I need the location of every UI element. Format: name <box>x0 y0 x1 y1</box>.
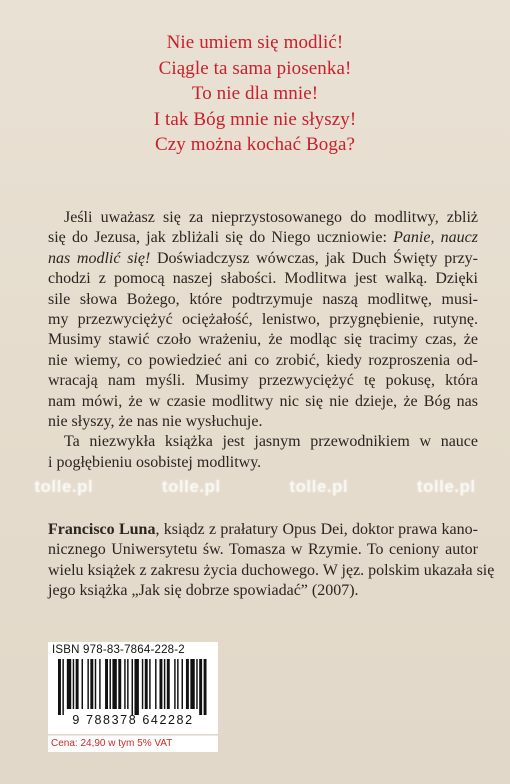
quote-line: To nie dla mnie! <box>191 83 319 104</box>
barcode-bar <box>76 659 79 709</box>
price-label: Cena: 24,90 w tym 5% VAT <box>48 735 218 752</box>
description <box>48 208 478 473</box>
description-line: chodzi z pomocą naszej słabości. Modlitwa jest walką. Dzięki <box>48 270 478 288</box>
barcode-bar <box>149 659 150 709</box>
barcode-bar <box>105 659 108 709</box>
description-line: sile słowa Bożego, które podtrzymuje naszą modlitwę, musi- <box>48 290 478 308</box>
barcode-bar <box>118 659 121 709</box>
author-line: nicznego Uniwersytetu św. Tomasza w Rzymie. To ceniony autor <box>48 541 478 559</box>
description-text: Doświadczysz wówczas, jak Duch Święty przy- <box>150 249 478 267</box>
barcode-bar <box>95 659 96 709</box>
barcode-bar <box>182 659 183 709</box>
author-line <box>48 520 478 540</box>
barcode-bar <box>112 659 116 709</box>
watermark-text: tolle.pl <box>161 477 221 496</box>
barcode-bar <box>155 659 156 709</box>
quote-line: Czy można kochać Boga? <box>154 134 356 155</box>
barcode-bar <box>58 659 61 715</box>
barcode-bar <box>67 659 71 709</box>
barcode-bar <box>99 659 100 709</box>
description-line: Ta niezwykła książka jest jasnym przewodnikiem w nauce <box>64 433 478 451</box>
barcode-bar <box>204 659 207 715</box>
barcode-bar <box>177 659 178 709</box>
quote-block <box>0 30 510 158</box>
description-italic: nas modlić się! <box>48 249 151 267</box>
barcode-bar <box>73 659 74 709</box>
watermark-text: tolle.pl <box>289 477 349 496</box>
barcode-digits: 9 788378 642282 <box>72 713 194 727</box>
barcode-bar <box>87 659 88 709</box>
barcode-bar <box>132 659 133 715</box>
barcode-bar <box>142 659 143 709</box>
barcode-bar <box>196 659 197 709</box>
barcode-bar <box>134 659 138 715</box>
description-line: my przezwyciężyć ociężałość, lenistwo, przygnębienie, rutynę. <box>48 311 478 329</box>
barcode-bar <box>174 659 175 709</box>
barcode-bar <box>124 659 125 709</box>
barcode-bar <box>109 659 110 709</box>
barcode-bar <box>127 659 128 709</box>
description-line: i pogłębieniu osobistej modlitwy. <box>48 453 262 471</box>
barcode-bar <box>62 659 63 715</box>
barcode-bar <box>82 659 83 709</box>
description-text: się do Jezusa, jak zbliżali się do Niego uczniowie: <box>48 229 394 247</box>
description-line: nam mówi, że w czasie modlitwy nic się nie dzieje, że Bóg nas <box>48 392 478 410</box>
author-line: jego książka „Jak się dobrze spowiadać” (2007). <box>48 582 359 600</box>
barcode-bar <box>159 659 162 709</box>
barcode-bar <box>90 659 93 709</box>
author-name: Francisco Luna <box>48 521 156 538</box>
watermark-text: tolle.pl <box>34 477 94 496</box>
barcode-icon <box>58 659 208 715</box>
quote-line: Nie umiem się modlić! <box>166 32 344 53</box>
barcode-bar <box>199 659 202 715</box>
description-line <box>48 228 478 248</box>
description-line: wracają nam myśli. Musimy przezwyciężyć tę pokusę, która <box>48 372 478 390</box>
description-line: nie wiemy, co powiedzieć ani co zrobić, kiedy rozproszenia od- <box>48 351 478 369</box>
author-line: wielu książek z zakresu życia duchowego. W jęz. polskim ukazała się <box>48 561 495 579</box>
barcode-label <box>48 642 218 734</box>
description-line: Jeśli uważasz się za nieprzystosowanego do modlitwy, zbliż <box>64 209 478 226</box>
description-line: Musimy stawić czoło wrażeniu, że modląc się tracimy czas, że <box>48 331 478 349</box>
author-bio <box>48 520 495 602</box>
quote-line: Ciągle ta sama piosenka! <box>158 57 352 79</box>
quote-line: I tak Bóg mnie nie słyszy! <box>153 108 357 130</box>
description-italic: Panie, naucz <box>393 229 478 247</box>
watermark-text: tolle.pl <box>416 477 476 496</box>
barcode-bar <box>164 659 165 709</box>
description-line <box>48 249 478 269</box>
barcode-bar <box>145 659 148 709</box>
author-text: , ksiądz z prałatury Opus Dei, doktor prawa kano- <box>155 521 478 538</box>
barcode-bar <box>167 659 170 709</box>
barcode-bar <box>186 659 189 709</box>
barcode-bar <box>190 659 194 709</box>
watermark <box>0 472 510 502</box>
description-line: nie słyszy, że nas nie wysłuchuje. <box>48 413 263 431</box>
isbn-text: ISBN 978-83-7864-228-2 <box>52 644 185 656</box>
